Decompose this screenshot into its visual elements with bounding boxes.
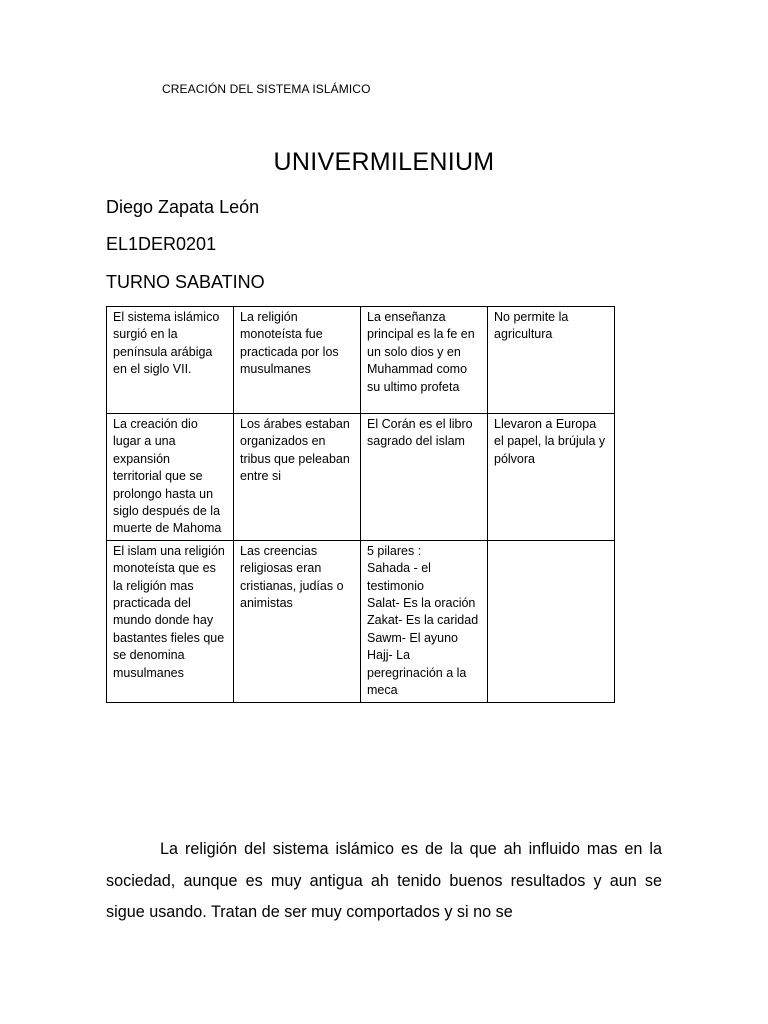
table-cell-line: en el siglo VII. [113,362,192,377]
table-cell-line: religiosas eran [240,561,322,576]
table-cell-line: expansión [113,451,170,466]
table-row [107,414,615,541]
table-cell-line: organizados en [240,434,326,449]
table-cell-line: territorial que se [113,469,203,484]
table-cell-line: Zakat- Es la caridad [367,613,479,628]
table-cell-line: se denomina [113,648,185,663]
table-cell-line: mundo donde hay [113,613,214,628]
table-cell-line: pólvora [494,451,535,466]
table-cell-line: prolongo hasta un [113,486,214,501]
table-cell [107,540,234,702]
table-cell-line: tribus que peleaban [240,451,350,466]
table-cell-line: La creación dio [113,417,198,431]
table-cell-line: practicada del [113,596,191,611]
table-cell-line: El sistema islámico [113,310,220,324]
table-cell [107,414,234,541]
table-cell-line: meca [367,683,398,698]
table-cell [488,540,615,702]
document-header-line: CREACIÓN DEL SISTEMA ISLÁMICO [162,82,371,96]
table-cell-line: península arábiga [113,344,213,359]
table-cell-line: lugar a una [113,434,176,449]
table-cell-line: practicada por los [240,344,339,359]
table-cell-line: agricultura [494,327,553,342]
table-cell-line: monoteísta fue [240,327,323,342]
table-cell-line: cristianas, judías o [240,578,344,593]
body-paragraph: La religión del sistema islámico es de la que ah influido mas en la sociedad, aunque es muy antigua ah tenido buenos resultados y aun se sigue usando. Tratan de ser muy comportados y si no se [106,840,662,921]
table-cell [107,307,234,414]
table-cell-line: La religión [240,310,298,324]
table-cell-line: sagrado del islam [367,434,465,449]
table-cell-line: Las creencias [240,543,318,558]
table-cell-line: su ultimo profeta [367,379,460,394]
table-cell-line: muerte de Mahoma [113,521,222,536]
table-cell-line: la religión mas [113,578,194,593]
table-cell-line: el papel, la brújula y [494,434,606,449]
table-cell-line: musulmanes [113,665,184,680]
table-cell-line: Sawm- El ayuno [367,630,459,645]
table-cell-line: surgió en la [113,327,178,342]
table-cell-line: Salat- Es la oración [367,596,476,611]
table-cell [361,307,488,414]
table-cell-line: Hajj- La [367,648,411,663]
table-cell-line: un solo dios y en [367,344,461,359]
table-cell [361,540,488,702]
table-cell-line: Los árabes estaban [240,417,350,431]
table-cell-line: principal es la fe en [367,327,475,342]
table-cell-line: El Corán es el libro [367,417,473,431]
table-cell [234,414,361,541]
table-cell-line: animistas [240,596,293,611]
table-cell [361,414,488,541]
table-cell-line: musulmanes [240,362,311,377]
document-title: UNIVERMILENIUM [273,148,495,176]
table-cell-line: No permite la [494,310,569,324]
table-cell-line: entre si [240,469,281,484]
table-cell-line: La enseñanza [367,310,446,324]
table-cell-line: Sahada - el [367,561,431,576]
table-cell-line: peregrinación a la [367,665,467,680]
shift-label: TURNO SABATINO [106,272,265,292]
table-cell-line: Llevaron a Europa [494,417,597,431]
table-cell [234,540,361,702]
table-cell-line: El islam una religión [113,543,225,558]
table-cell-line: testimonio [367,578,424,593]
table-cell [488,414,615,541]
table-cell-line: monoteísta que es [113,561,216,576]
student-code: EL1DER0201 [106,234,217,254]
table-cell-line: 5 pilares : [367,543,422,558]
table-row [107,540,615,702]
table-cell-line: bastantes fieles que [113,630,225,645]
table-row [107,307,615,414]
summary-table [106,306,615,703]
table-cell-line: siglo después de la [113,504,221,519]
table-cell [234,307,361,414]
table-cell-line: Muhammad como [367,362,468,377]
author-name: Diego Zapata León [106,197,260,217]
table-cell [488,307,615,414]
